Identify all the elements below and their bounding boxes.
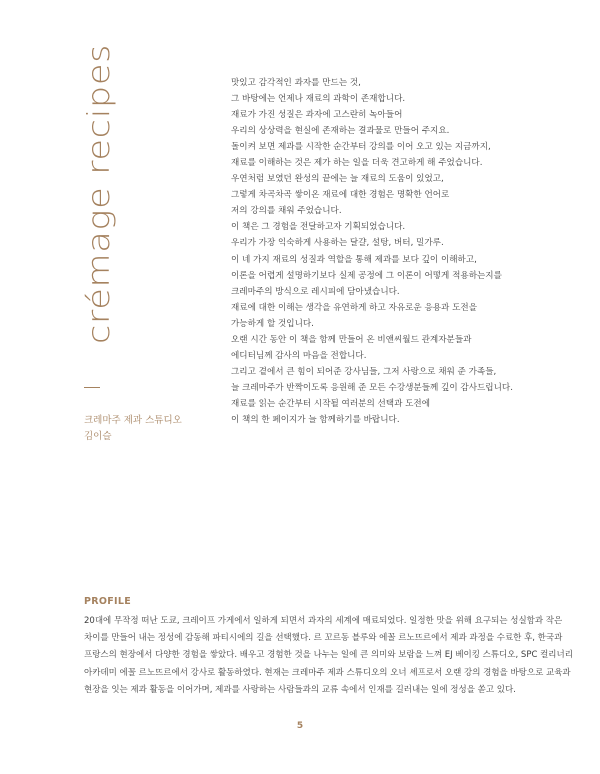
intro-line: 우연처럼 보였던 완성의 끝에는 늘 재료의 도움이 있었고, [231,174,444,185]
intro-line: 재료를 읽는 순간부터 시작될 여러분의 선택과 도전에 [231,398,431,409]
profile-line: 현장을 잇는 제과 활동을 이어가며, 제과를 사랑하는 사람들과의 교류 속에서 인재를 길러내는 일에 정성을 쏟고 있다. [84,684,516,695]
intro-line: 이 책의 한 페이지가 늘 함께하기를 바랍니다. [231,414,400,425]
profile-heading: PROFILE [84,596,132,607]
page-number: 5 [296,721,304,731]
vertical-brand-svg [50,42,150,342]
accent-divider [84,387,100,388]
intro-line: 돌이켜 보면 제과를 시작한 순간부터 강의를 이어 오고 있는 지금까지, [231,142,491,153]
intro-line: 크레마주의 방식으로 레시피에 담아냈습니다. [231,286,400,297]
intro-line: 오랜 시간 동안 이 책을 함께 만들어 온 비앤씨월드 관계자분들과 [231,334,472,345]
author-name: 김이슬 [84,431,112,442]
intro-text [231,75,551,428]
profile-line: 20대에 무작정 떠난 도쿄, 크레이프 가게에서 일하게 되면서 과자의 세계에 매료되었다. 일정한 맛을 위해 요구되는 성실함과 작은 [84,616,563,626]
intro-line: 그 바탕에는 언제나 재료의 과학이 존재합니다. [231,94,406,105]
vertical-brand-title [50,42,150,342]
intro-line: 이 네 가지 재료의 성질과 역할을 통해 제과를 보다 깊이 이해하고, [231,254,477,265]
intro-line: 맛있고 감각적인 과자를 만드는 것, [231,78,361,88]
profile-line: 프랑스의 현장에서 다양한 경험을 쌓았다. 배우고 경험한 것을 나누는 일에 큰 의미와 보람을 느껴 EJ 베이킹 스튜디오, SPC 컬리너리 [84,650,573,661]
intro-line: 그렇게 차곡차곡 쌓이온 재료에 대한 경험은 명확한 언어로 [231,190,450,201]
author-block [84,413,182,445]
intro-line: 저의 강의를 채워 주었습니다. [231,206,342,217]
intro-line: 이 책은 그 경험을 전달하고자 기획되었습니다. [231,222,406,233]
author-studio: 크레마주 제과 스튜디오 [84,415,182,426]
profile-line: 차이를 만들어 내는 정성에 감동해 파티시에의 길을 선택했다. 르 꼬르동 블루와 에꼴 르노뜨르에서 제과 과정을 수료한 후, 한국과 [84,633,563,644]
intro-line: 재료가 가진 성질은 과자에 고스란히 녹아들어 [231,110,403,121]
vertical-brand-text: crémage recipes [82,88,117,344]
intro-line: 재료를 이해하는 것은 제가 하는 일을 더욱 견고하게 해 주었습니다. [231,158,483,169]
intro-line: 우리가 가장 익숙하게 사용하는 달걀, 설탕, 버터, 밀가루. [231,238,444,249]
intro-line: 늘 크레마주가 반짝이도록 응원해 준 모든 수강생분들께 깊이 감사드립니다. [231,382,513,393]
intro-line: 가능하게 할 것입니다. [231,318,314,329]
intro-line: 이론을 어렵게 설명하기보다 실제 공정에 그 이론이 어떻게 적용하는지를 [231,270,502,281]
intro-line: 재료에 대한 이해는 생각을 유연하게 하고 자유로운 응용과 도전을 [231,302,477,313]
intro-line: 그리고 곁에서 큰 힘이 되어준 강사님들, 그저 사랑으로 채워 준 가족들, [231,366,497,377]
intro-line: 우리의 상상력을 현실에 존재하는 결과물로 만들어 주지요. [231,126,450,137]
profile-line: 아카데미 에꼴 르노뜨르에서 강사로 활동하였다. 현재는 크레마주 제과 스튜디오의 오너 셰프로서 오랜 강의 경험을 바탕으로 교육과 [84,667,571,678]
profile-section [84,596,573,699]
intro-line: 에디터님께 감사의 마음을 전합니다. [231,350,367,361]
